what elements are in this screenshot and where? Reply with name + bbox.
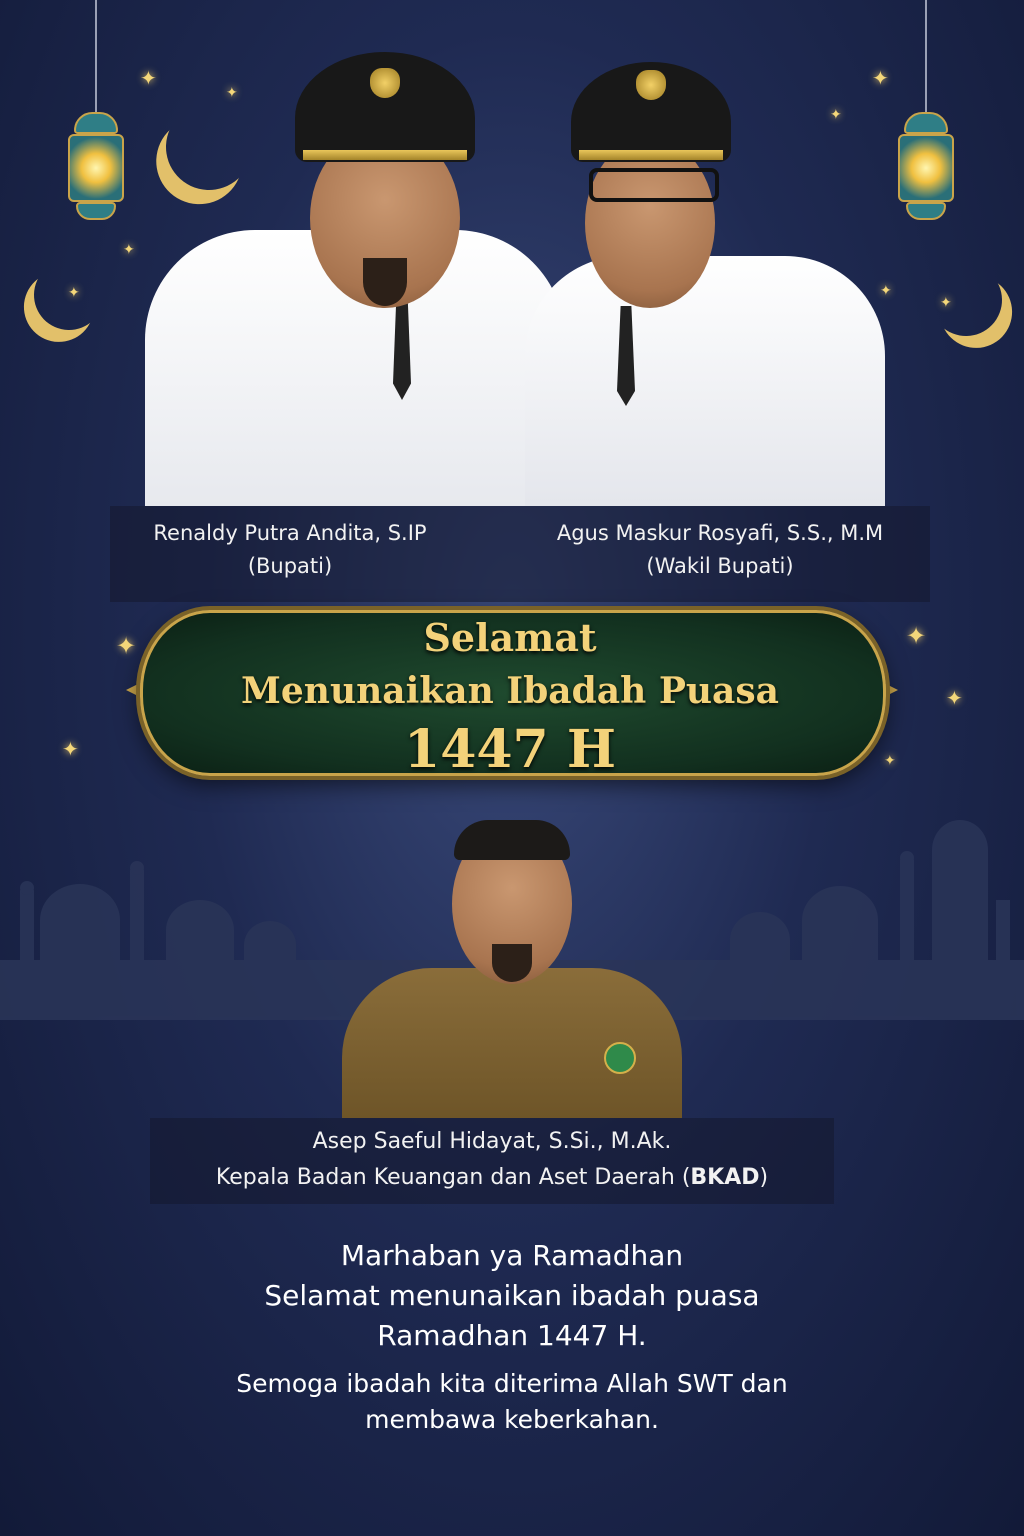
banner-line-2: Menunaikan Ibadah Puasa	[241, 670, 779, 712]
cap-band	[579, 150, 723, 160]
crescent-moon-icon	[924, 258, 1007, 341]
crescent-moon-icon	[28, 254, 109, 335]
garuda-badge-icon	[636, 70, 666, 100]
message-line-3: Ramadhan 1447 H.	[377, 1319, 647, 1352]
glasses	[589, 168, 719, 202]
star-icon: ✦	[116, 632, 137, 660]
khaki-uniform	[342, 968, 682, 1118]
star-icon: ✦	[880, 283, 892, 299]
message-line-5: membawa keberkahan.	[365, 1405, 659, 1434]
hair	[454, 820, 570, 860]
star-icon: ✦	[940, 295, 952, 311]
star-icon: ✦	[62, 737, 79, 761]
wakil-bupati-photo	[525, 56, 885, 506]
wakil-bupati-face	[585, 138, 715, 308]
beard	[492, 944, 532, 982]
star-icon: ✦	[123, 242, 135, 258]
official-photo	[342, 818, 682, 1118]
star-icon: ✦	[226, 85, 238, 101]
star-icon: ✦	[68, 285, 80, 301]
message-line-2: Selamat menunaikan ibadah puasa	[264, 1279, 760, 1312]
message-line-1: Marhaban ya Ramadhan	[340, 1239, 684, 1272]
bupati-role: (Bupati)	[247, 554, 333, 578]
lantern-icon	[68, 0, 124, 220]
banner-line-1: Selamat	[423, 615, 597, 660]
cap-band	[303, 150, 467, 160]
official-caption	[120, 1124, 864, 1196]
bupati-name: Renaldy Putra Andita, S.IP	[153, 521, 427, 545]
message-line-4: Semoga ibadah kita diterima Allah SWT dan	[236, 1369, 788, 1398]
lantern-icon	[898, 0, 954, 220]
emblem-icon	[604, 1042, 636, 1074]
garuda-badge-icon	[370, 68, 400, 98]
official-title: Kepala Badan Keuangan dan Aset Daerah (BKAD)	[215, 1165, 769, 1190]
star-icon: ✦	[872, 66, 889, 90]
star-icon: ✦	[884, 753, 896, 769]
white-uniform	[525, 256, 885, 506]
wakil-bupati-caption	[510, 517, 930, 583]
bkad-abbr: BKAD	[690, 1165, 760, 1190]
star-icon: ✦	[906, 622, 927, 650]
bupati-photo	[145, 40, 565, 506]
wakil-bupati-name: Agus Maskur Rosyafi, S.S., M.M	[556, 521, 884, 545]
star-icon: ✦	[140, 66, 157, 90]
official-name: Asep Saeful Hidayat, S.Si., M.Ak.	[312, 1129, 672, 1154]
beard	[363, 258, 407, 306]
bupati-caption	[100, 517, 480, 583]
star-icon: ✦	[946, 686, 963, 710]
wakil-bupati-role: (Wakil Bupati)	[646, 554, 794, 578]
banner-line-3: 1447 H	[404, 719, 616, 780]
star-icon: ✦	[830, 107, 842, 123]
